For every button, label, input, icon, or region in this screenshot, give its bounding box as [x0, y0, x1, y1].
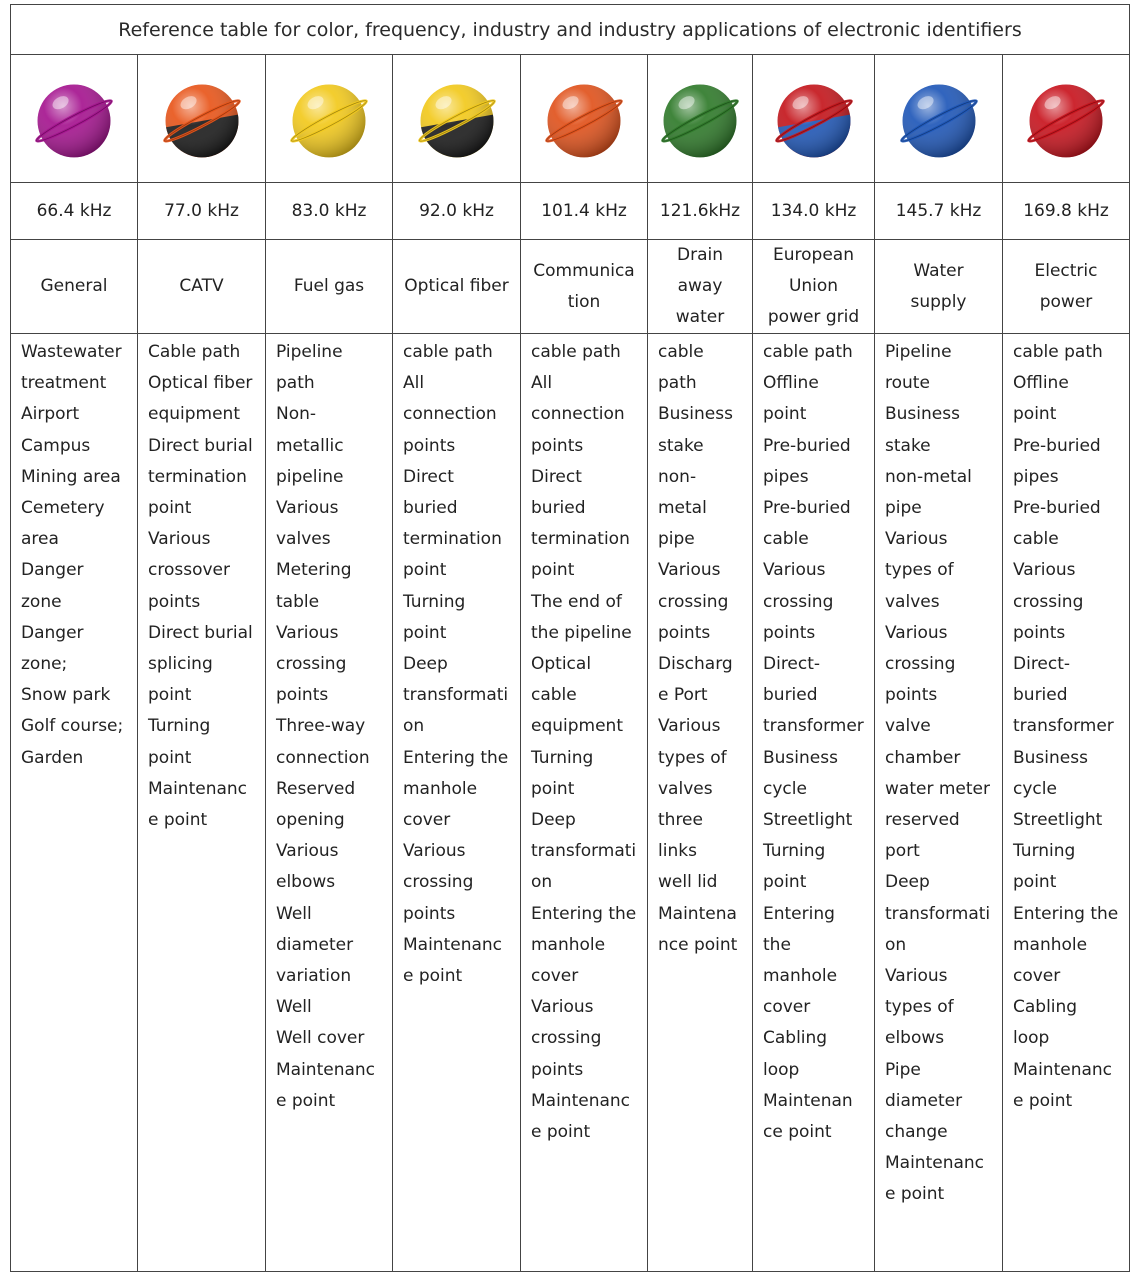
- marker-image-cell: [266, 55, 392, 183]
- applications-cell: cable path Offline point Pre-buried pipes Pre-buried cable Various crossing points Direct- buried transformer Business cycle Streetlight Turning point Entering the manhole cover Cabling loop Maintenanc e point: [1013, 342, 1119, 1111]
- industry-cell: Drain away water: [648, 240, 752, 334]
- industry-cell: CATV: [138, 240, 265, 334]
- industry-cell: Communica tion: [521, 240, 647, 334]
- frequency-cell: 101.4 kHz: [521, 183, 647, 240]
- orange-black-marker-ball-icon: [154, 71, 250, 167]
- table-column: [138, 55, 266, 1271]
- applications-cell: cable path Business stake non- metal pipe Various crossing points Discharg e Port Various types of valves three links well lid Maintena nce point: [658, 342, 738, 955]
- industry-cell: Water supply: [875, 240, 1002, 334]
- blue-marker-ball-icon: [891, 71, 987, 167]
- yellow-marker-ball-icon: [281, 71, 377, 167]
- applications-cell: Pipeline route Business stake non-metal pipe Various types of valves Various crossing points valve chamber water meter reserved port Deep transformati on Various types of elbows Pipe diameter change Maintenanc e point: [885, 342, 991, 1205]
- marker-image-cell: [875, 55, 1002, 183]
- table-column: [266, 55, 393, 1271]
- industry-cell: Electric power: [1003, 240, 1129, 334]
- applications-cell: Wastewater treatment Airport Campus Mining area Cemetery area Danger zone Danger zone; Snow park Golf course; Garden: [21, 342, 124, 768]
- marker-image-cell: [393, 55, 520, 183]
- orange-marker-ball-icon: [536, 71, 632, 167]
- red-marker-ball-icon: [1018, 71, 1114, 167]
- green-marker-ball-icon: [652, 71, 748, 167]
- table-column: [521, 55, 648, 1271]
- marker-image-cell: [138, 55, 265, 183]
- industry-cell: General: [11, 240, 137, 334]
- marker-image-cell: [753, 55, 874, 183]
- applications-cell: cable path All connection points Direct buried termination point The end of the pipeline Optical cable equipment Turning point Deep transformati on Entering the manhole cover Various crossing points Maintenanc e point: [531, 342, 637, 1143]
- table-column: [648, 55, 753, 1271]
- frequency-cell: 83.0 kHz: [266, 183, 392, 240]
- industry-cell: European Union power grid: [753, 240, 874, 334]
- frequency-cell: 134.0 kHz: [753, 183, 874, 240]
- marker-image-cell: [11, 55, 137, 183]
- frequency-cell: 77.0 kHz: [138, 183, 265, 240]
- table-column: [393, 55, 521, 1271]
- frequency-cell: 145.7 kHz: [875, 183, 1002, 240]
- table-column: [753, 55, 875, 1271]
- applications-cell: cable path Offline point Pre-buried pipes Pre-buried cable Various crossing points Direct- buried transformer Business cycle Streetlight Turning point Entering the manhole cover Cabling loop Maintenan ce point: [763, 342, 864, 1143]
- applications-cell: cable path All connection points Direct buried termination point Turning point Deep transformati on Entering the manhole cover Various crossing points Maintenanc e point: [403, 342, 509, 987]
- red-blue-marker-ball-icon: [766, 71, 862, 167]
- frequency-cell: 169.8 kHz: [1003, 183, 1129, 240]
- reference-table: [10, 4, 1130, 1272]
- industry-cell: Optical fiber: [393, 240, 520, 334]
- industry-cell: Fuel gas: [266, 240, 392, 334]
- frequency-cell: 66.4 kHz: [11, 183, 137, 240]
- table-column: [875, 55, 1003, 1271]
- yellow-black-marker-ball-icon: [409, 71, 505, 167]
- frequency-cell: 121.6kHz: [648, 183, 752, 240]
- table-title: Reference table for color, frequency, industry and industry applications of electronic identifiers: [11, 5, 1129, 55]
- marker-image-cell: [1003, 55, 1129, 183]
- magenta-marker-ball-icon: [26, 71, 122, 167]
- table-column: [1003, 55, 1129, 1271]
- applications-cell: Pipeline path Non- metallic pipeline Various valves Metering table Various crossing points Three-way connection Reserved opening Various elbows Well diameter variation Well Well cover Maintenanc e point: [276, 342, 376, 1111]
- applications-cell: Cable path Optical fiber equipment Direct burial termination point Various crossover points Direct burial splicing point Turning point Maintenanc e point: [148, 342, 253, 831]
- marker-image-cell: [648, 55, 752, 183]
- frequency-cell: 92.0 kHz: [393, 183, 520, 240]
- table-column: [11, 55, 138, 1271]
- marker-image-cell: [521, 55, 647, 183]
